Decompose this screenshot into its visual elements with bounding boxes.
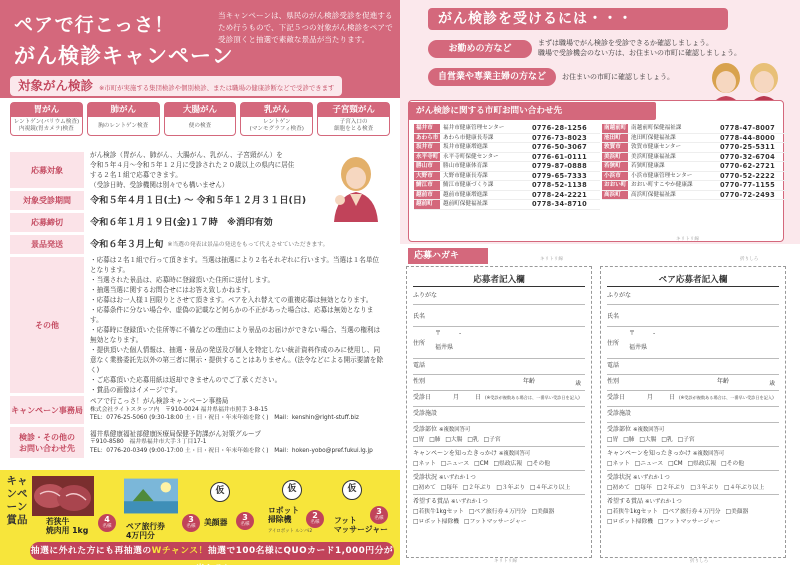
checkbox-travel[interactable]: □ペア旅行券４万円分 [662, 509, 721, 515]
fold-label: 折りしろ [740, 257, 759, 262]
woman-illustration [306, 152, 386, 222]
employee-pill: お勤めの方など [428, 40, 532, 58]
phone: 0778-47-8007 [720, 124, 775, 132]
wish-note: ※いずれか１つ [450, 499, 488, 505]
source-field [607, 449, 779, 471]
info-label: 応募対象 [10, 152, 84, 188]
checkbox-3years[interactable]: □３年ぶり [496, 485, 526, 491]
exam-method: 便の検査 [188, 122, 212, 129]
checkbox-massager[interactable]: □フットマッサージャー [657, 519, 721, 525]
checkbox-news[interactable]: □ニュース [440, 461, 470, 467]
exam-name: 大腸がん [165, 103, 236, 117]
checkbox-3years[interactable]: □３年ぶり [690, 485, 720, 491]
checkbox-travel[interactable]: □ペア旅行券４万円分 [468, 509, 527, 515]
office: 高浜町保健福祉課 [631, 191, 676, 198]
furigana-label: ふりがな [413, 292, 438, 299]
info-value [84, 427, 390, 458]
table-row [414, 124, 600, 134]
city: 高浜町 [602, 191, 628, 200]
info-label: 検診・その他の お問い合わせ先 [10, 427, 84, 458]
phone: 0778-34-8710 [532, 200, 587, 208]
w-chance-banner [30, 542, 394, 574]
office: 鯖江市健康づくり課 [443, 182, 494, 188]
source-label: キャンペーンを知ったきっかけ [607, 450, 691, 457]
pair-applicant-card [600, 266, 786, 558]
phone: 0770-25-5311 [720, 143, 775, 151]
prizes-band [0, 470, 400, 574]
other-line: ・応募時に登録頂いた住所等に不備などの理由により景品のお届けができない場合、当選の権利は無効となります。 [90, 326, 381, 344]
phone-field[interactable] [413, 361, 585, 375]
exam-date-note: (※受診が複数ある場合は、一番早い受診日を記入) [679, 395, 774, 400]
phone: 0779-65-7333 [532, 171, 587, 180]
facility-label: 受診施設 [413, 410, 438, 417]
month-label: 月 [453, 394, 460, 401]
exams-note: ※市町が実施する集団検診や個別検診、または職場の健康診断などで受診できます [99, 84, 335, 92]
exam-method: 子宮入口の 細胞をとる検査 [334, 119, 374, 132]
furigana-label: ふりがな [607, 292, 632, 299]
office: おおい町すこやか健康課 [631, 182, 693, 188]
table-row [414, 134, 600, 144]
phone-label: 電話 [413, 362, 426, 369]
prize-name: ペア旅行券 4万円分 [126, 522, 165, 540]
office: 美浜町健康福祉課 [631, 153, 676, 160]
hagaki-title: 応募ハガキ [408, 248, 488, 264]
city: 敦賀市 [602, 143, 628, 152]
wish-label: 希望する賞品 [413, 498, 450, 505]
checkbox-robot[interactable]: □ロボット掃除機 [413, 519, 460, 525]
checkbox-2years[interactable]: □２年ぶり [462, 485, 492, 491]
info-label: その他 [10, 257, 84, 393]
status-note: ※いずれか１つ [438, 475, 476, 481]
city: 小浜市 [602, 172, 628, 181]
office: 池田町保健福祉課 [631, 134, 676, 141]
checkbox-net[interactable]: □ネット [607, 461, 630, 467]
beef-image [32, 476, 94, 516]
age-unit: 歳 [575, 381, 581, 387]
city: 池田町 [602, 134, 628, 143]
checkbox-net[interactable]: □ネット [413, 461, 436, 467]
checkbox-cm[interactable]: □CM [474, 461, 489, 467]
table-row [602, 134, 788, 144]
phone-label: 電話 [607, 362, 620, 369]
city: 永平寺町 [416, 153, 439, 160]
prize-count-value: 4 [104, 515, 110, 524]
phone: 0778-24-2221 [532, 190, 587, 199]
prize-count [236, 512, 254, 530]
prize-count [370, 506, 388, 524]
exam-name: 肺がん [88, 103, 159, 117]
day-label: 日 [669, 394, 676, 401]
cut-line-label: キリトリ線 [676, 237, 699, 242]
rec1-line1: まずは職場でがん検診を受診できるか確認しましょう。 [538, 39, 713, 47]
checkbox-other[interactable]: □その他 [527, 461, 551, 467]
name-label: 氏名 [413, 313, 426, 320]
exam-list [10, 102, 390, 136]
exam-date-field[interactable] [413, 393, 585, 407]
applicant-card [406, 266, 592, 558]
prize-count-unit: 名様 [310, 520, 320, 525]
fold-label: 折りしろ [690, 559, 709, 564]
checkbox-cm[interactable]: □CM [668, 461, 683, 467]
phone: 0776-61-0111 [532, 152, 587, 161]
exam-item [87, 102, 160, 136]
contact-line1: 福井県健康福祉部健康医療局保健予防課がん対策グループ [90, 429, 261, 438]
prize-name: ロボット 掃除機 [268, 506, 300, 524]
prize-count-unit: 名様 [102, 524, 112, 529]
info-label: 景品発送 [10, 235, 84, 254]
contact-table-left [414, 124, 600, 238]
prize-item [262, 476, 334, 534]
city: 勝山市 [414, 162, 440, 171]
how-to-title: がん検診を受けるには・・・ [428, 8, 728, 30]
cut-line-label: キリトリ線 [540, 257, 563, 262]
exam-date-label: 受診日 [413, 394, 432, 401]
card-title: ペア応募者記入欄 [607, 273, 779, 287]
provisional-badge: 仮 [282, 480, 302, 500]
checkbox-facial[interactable]: □美顔器 [725, 509, 749, 515]
checkbox-lung[interactable]: □肺 [429, 437, 441, 443]
exams-title: 対象がん検診 [18, 78, 94, 93]
wchance-suffix: 抽選で100名様にQUOカード1,000円分が当たる! [195, 546, 394, 574]
prize-count-value: 3 [188, 515, 194, 524]
checkbox-breast[interactable]: □乳 [661, 437, 673, 443]
checkbox-breast[interactable]: □乳 [467, 437, 479, 443]
prize-item [100, 476, 200, 540]
checkbox-4years[interactable]: □４年ぶり以上 [723, 485, 765, 491]
city: 福井市 [414, 124, 440, 133]
city: 美浜町 [602, 153, 628, 162]
prize-name: フット マッサージャー [334, 516, 388, 534]
other-line: ・提供頂いた個人情報は、抽選・景品の発送及び個人を特定しない統計資料作成のみに使用し、同意なく業務委託先以外の第三者に開示・提供することはありません。(法令などによる開示要請を除く) [90, 346, 384, 374]
city: 南越前町 [604, 125, 627, 131]
checkbox-colon[interactable]: □大腸 [445, 437, 463, 443]
other-line: ・ご応募頂いた応募用紙は返却できませんのでご了承ください。 [90, 376, 282, 384]
source-label: キャンペーンを知ったきっかけ [413, 450, 497, 457]
office: 坂井市健康増進課 [443, 144, 488, 150]
sex-label: 性別 [607, 378, 620, 385]
address-field[interactable] [607, 329, 779, 359]
furigana-field[interactable] [413, 291, 585, 305]
phone: 0770-62-2721 [720, 162, 775, 170]
exams-section-title [10, 76, 342, 96]
phone: 0770-32-6704 [720, 152, 775, 161]
table-row [414, 191, 600, 201]
info-row-other [10, 257, 390, 393]
exam-item [10, 102, 83, 136]
prize-name: 若狭牛 焼肉用 1kg [46, 517, 89, 535]
office: 福井市健康管理センター [443, 125, 505, 131]
checkbox-lung[interactable]: □肺 [623, 437, 635, 443]
table-row [414, 143, 600, 153]
exam-date-note: (※受診が複数ある場合は、一番早い受診日を記入) [485, 395, 580, 400]
table-row [414, 172, 600, 182]
office: 越前市健康増進課 [443, 191, 488, 198]
provisional-badge: 仮 [342, 480, 362, 500]
checkbox-2years[interactable]: □２年ぶり [656, 485, 686, 491]
city: あわら市 [416, 134, 439, 141]
table-row [602, 162, 788, 172]
prize-count-unit: 名様 [374, 516, 384, 521]
travel-ticket-image [124, 476, 178, 516]
phone: 0778-44-8000 [720, 133, 775, 142]
prize-count-unit: 名様 [240, 522, 250, 527]
target-text3: （受診日時、受診機関は別々でも構いません） [90, 181, 229, 189]
left-page [0, 0, 400, 574]
office: 大野市健康長寿課 [443, 172, 488, 179]
city: 若狭町 [602, 162, 628, 171]
office: 小浜市健康管理センター [631, 172, 693, 179]
checkbox-uterus[interactable]: □子宮 [483, 437, 501, 443]
exam-date-label: 受診日 [607, 394, 626, 401]
prize-name: 美顔器 [204, 518, 228, 527]
status-note: ※いずれか１つ [632, 475, 670, 481]
prize-count-unit: 名様 [186, 524, 196, 529]
table-row [602, 153, 788, 163]
age-label: 年齢 [523, 378, 536, 385]
office: 南越前町保健福祉課 [631, 125, 682, 131]
exam-name: 胃がん [11, 103, 82, 117]
info-label: キャンペーン事務局 [10, 396, 84, 424]
checkbox-robot[interactable]: □ロボット掃除機 [607, 519, 654, 525]
phone: 0776-50-3067 [532, 143, 587, 151]
phone: 0770-52-2222 [720, 171, 775, 180]
exam-method: レントゲン (マンモグラフィ検査) [249, 119, 304, 132]
prize-count [182, 514, 200, 532]
rec1-line2: 職場で受診機会のない方は、お住まいの市町に確認しましょう。 [538, 49, 741, 57]
checkbox-news[interactable]: □ニュース [634, 461, 664, 467]
provisional-badge: 仮 [210, 482, 230, 502]
wish-label: 希望する賞品 [607, 498, 644, 505]
city: 越前市 [414, 191, 440, 200]
city: 坂井市 [414, 143, 440, 152]
facility-field[interactable] [607, 409, 779, 423]
other-line: ・応募はお一人様１回限りとさせて頂きます。ペアを入れ替えての重複応募は無効となります。 [90, 296, 373, 304]
table-row [602, 181, 788, 191]
right-page [400, 0, 800, 565]
table-row [414, 153, 600, 163]
furigana-field[interactable] [607, 291, 779, 305]
checkbox-beef[interactable]: □若狭牛1kgセット [607, 509, 658, 515]
office: 永平寺町保健センター [443, 153, 499, 160]
table-row [414, 200, 600, 210]
prize-sub: アイロボット ルンバi2 [268, 529, 313, 534]
status-field [413, 473, 585, 495]
card-title: 応募者記入欄 [413, 273, 585, 287]
exam-date-field[interactable] [607, 393, 779, 407]
phone: 0776-73-8023 [532, 133, 587, 142]
postal-label: 〒 - [435, 330, 462, 337]
name-field[interactable] [607, 307, 779, 327]
prize-count-value: 2 [312, 511, 318, 520]
checkbox-first[interactable]: □初めて [607, 485, 630, 491]
target-text2: 令和５年４月～令和５年１２月に受診された２０歳以上の県内に居住する２名１組で応募できます。 [90, 161, 295, 179]
checkbox-facial[interactable]: □美顔器 [531, 509, 555, 515]
deadline-text: 令和６年１月１９日(金)１７時 [90, 216, 218, 228]
table-row [602, 172, 788, 182]
section-label: 受診部位 [607, 426, 632, 433]
phone: 0776-28-1256 [532, 124, 587, 132]
city: 越前町 [414, 200, 440, 209]
checkbox-yearly[interactable]: □毎年 [634, 485, 652, 491]
section-note: ※複数回答可 [438, 427, 471, 433]
status-label: 受診状況 [607, 474, 632, 481]
exam-name: 乳がん [241, 103, 312, 117]
period-text: 令和５年４月１日(土) ～ 令和５年１２月３１日(日) [90, 194, 307, 206]
section-note: ※複数回答可 [632, 427, 665, 433]
table-row [414, 181, 600, 191]
office-line2: 株式会社ライトスタッフ内 〒910-0024 福井県福井市照手 3-8-15 [90, 406, 268, 413]
ship-note: ※当選の発表は景品の発送をもって代えさせていただきます。 [167, 241, 329, 248]
office: あわら市健康長寿課 [443, 134, 494, 141]
city: 鯖江市 [414, 181, 440, 190]
wchance-mid: Wチャンス！ [151, 546, 208, 556]
contact-line3: TEL：0776-20-0349 (9:00-17:00 土・日・祝日・年末年始を除く) Mail：hoken-yobo@pref.fukui.lg.jp [90, 447, 373, 454]
source-note: ※複数回答可 [498, 451, 531, 457]
table-row [602, 124, 788, 134]
wish-note: ※いずれか１つ [644, 499, 682, 505]
section-label: 受診部位 [413, 426, 438, 433]
info-label: 応募締切 [10, 213, 84, 232]
contact-line2: 〒910-8580 福井県福井市大手３丁目17-1 [90, 439, 207, 446]
office: 越前町保健福祉課 [443, 201, 488, 207]
exam-name: 子宮頸がん [318, 103, 389, 117]
source-note: ※複数回答可 [692, 451, 725, 457]
prize-count-value: 3 [242, 513, 248, 522]
other-line: ・抽選当選に関するお問合せにはお答え致しかねます。 [90, 286, 255, 294]
info-row-ship [10, 235, 390, 254]
table-row [602, 191, 788, 201]
table-row [414, 162, 600, 172]
checkbox-uterus[interactable]: □子宮 [677, 437, 695, 443]
office-line1: ペアで行こっさ！がん検診キャンペーン事務局 [90, 397, 229, 406]
sex-age-field[interactable] [413, 377, 585, 391]
office-line3: TEL：0776-25-5060 (9:30-18:00 土・日・祝日・年末年始を除く) Mail：kenshin@right-stuff.biz [90, 415, 359, 422]
address-field[interactable] [413, 329, 585, 359]
phone: 0778-52-1138 [532, 181, 587, 189]
cut-line-label: キリトリ線 [494, 559, 517, 564]
other-list [84, 257, 390, 393]
application-postcard-area [400, 237, 800, 565]
pref-label: 福井県 [629, 344, 648, 351]
facility-label: 受診施設 [607, 410, 632, 417]
prizes-vertical-title: キャンペーン賞品 [6, 475, 28, 526]
checkbox-massager[interactable]: □フットマッサージャー [463, 519, 527, 525]
exam-item [164, 102, 237, 136]
wish-field [607, 497, 779, 529]
exam-method: 胸のレントゲン検査 [98, 122, 149, 129]
pref-label: 福井県 [435, 344, 454, 351]
address-label: 住所 [413, 340, 426, 347]
prize-item [332, 476, 398, 534]
office: 勝山市健康体育課 [443, 163, 488, 169]
phone: 0770-77-1155 [720, 181, 775, 189]
status-label: 受診状況 [413, 474, 438, 481]
prize-count [306, 510, 324, 528]
address-label: 住所 [607, 340, 620, 347]
phone: 0770-72-2493 [720, 190, 775, 199]
office: 敦賀市健康センター [631, 144, 682, 150]
status-field [607, 473, 779, 495]
checkbox-stomach[interactable]: □胃 [607, 437, 619, 443]
checkbox-beef[interactable]: □若狭牛1kgセット [413, 509, 464, 515]
info-value [84, 396, 390, 424]
exam-method: レントゲン(バリウム検査) 内視鏡(胃カメラ)検査 [13, 119, 80, 132]
deadline-note: ※消印有効 [227, 216, 273, 228]
phone: 0779-87-0888 [532, 162, 587, 170]
facility-field[interactable] [413, 409, 585, 423]
section-field [413, 425, 585, 447]
sex-label: 性別 [413, 378, 426, 385]
section-field [607, 425, 779, 447]
self-employed-pill: 自営業や専業主婦の方など [428, 68, 556, 86]
other-line: ・賞品の画像はイメージです。 [90, 386, 182, 394]
prize-item [200, 476, 260, 534]
info-label: 対象受診期間 [10, 191, 84, 210]
name-label: 氏名 [607, 313, 620, 320]
other-line: ・応募条件に分ない場合や、虚偽の記載など何らかの不正があった場合は、応募は無効となります。 [90, 306, 374, 324]
hero-description: 当キャンペーンは、県民のがん検診受診を促進するため行うもので、下記５つの対象がん検診をペアで受診頂くと抽選で素敵な景品が当たります。 [218, 11, 393, 45]
exam-item [240, 102, 313, 136]
checkbox-yearly[interactable]: □毎年 [440, 485, 458, 491]
checkbox-pr[interactable]: □県政広報 [493, 461, 523, 467]
self-employed-text: お住まいの市町に確認しましょう。 [562, 73, 674, 81]
target-text1: がん検診（胃がん、肺がん、大腸がん、乳がん、子宮頸がん）を [90, 151, 283, 159]
checkbox-4years[interactable]: □４年ぶり以上 [529, 485, 571, 491]
prize-item [32, 476, 112, 535]
info-value [84, 235, 390, 254]
checkbox-stomach[interactable]: □胃 [413, 437, 425, 443]
checkbox-pr[interactable]: □県政広報 [687, 461, 717, 467]
name-field[interactable] [413, 307, 585, 327]
contact-head: がん検診に関する市町お問い合わせ先 [408, 102, 656, 120]
office: 若狭町健康課 [631, 163, 665, 169]
month-label: 月 [647, 394, 654, 401]
other-line: ・当選された景品は、応募時に登録頂いた住所に送付します。 [90, 276, 275, 284]
hero-title-line1: ペアで行こっさ！ [14, 14, 175, 36]
contact-table-right [602, 124, 788, 238]
ship-text: 令和６年３月上旬 [90, 238, 164, 250]
exam-item [317, 102, 390, 136]
checkbox-other[interactable]: □その他 [721, 461, 745, 467]
prize-count-value: 3 [376, 507, 382, 516]
wchance-prefix: 抽選に外れた方にも再抽選の [30, 546, 152, 556]
hero-title-line2: がん検診キャンペーン [14, 44, 234, 68]
checkbox-colon[interactable]: □大腸 [639, 437, 657, 443]
source-field [413, 449, 585, 471]
other-line: ・応募は２名１組で行って頂きます。当選は抽選により２名それぞれに行います。当選は１名単位となります。 [90, 256, 380, 274]
age-unit: 歳 [769, 381, 775, 387]
phone-field[interactable] [607, 361, 779, 375]
checkbox-first[interactable]: □初めて [413, 485, 436, 491]
employee-text [538, 38, 741, 58]
wish-field [413, 497, 585, 529]
sex-age-field[interactable] [607, 377, 779, 391]
city: おおい町 [604, 182, 627, 188]
info-row-contact [10, 427, 390, 458]
city: 大野市 [414, 172, 440, 181]
day-label: 日 [475, 394, 482, 401]
table-row [602, 143, 788, 153]
info-row-office [10, 396, 390, 424]
postal-label: 〒 - [629, 330, 656, 337]
age-label: 年齢 [717, 378, 730, 385]
